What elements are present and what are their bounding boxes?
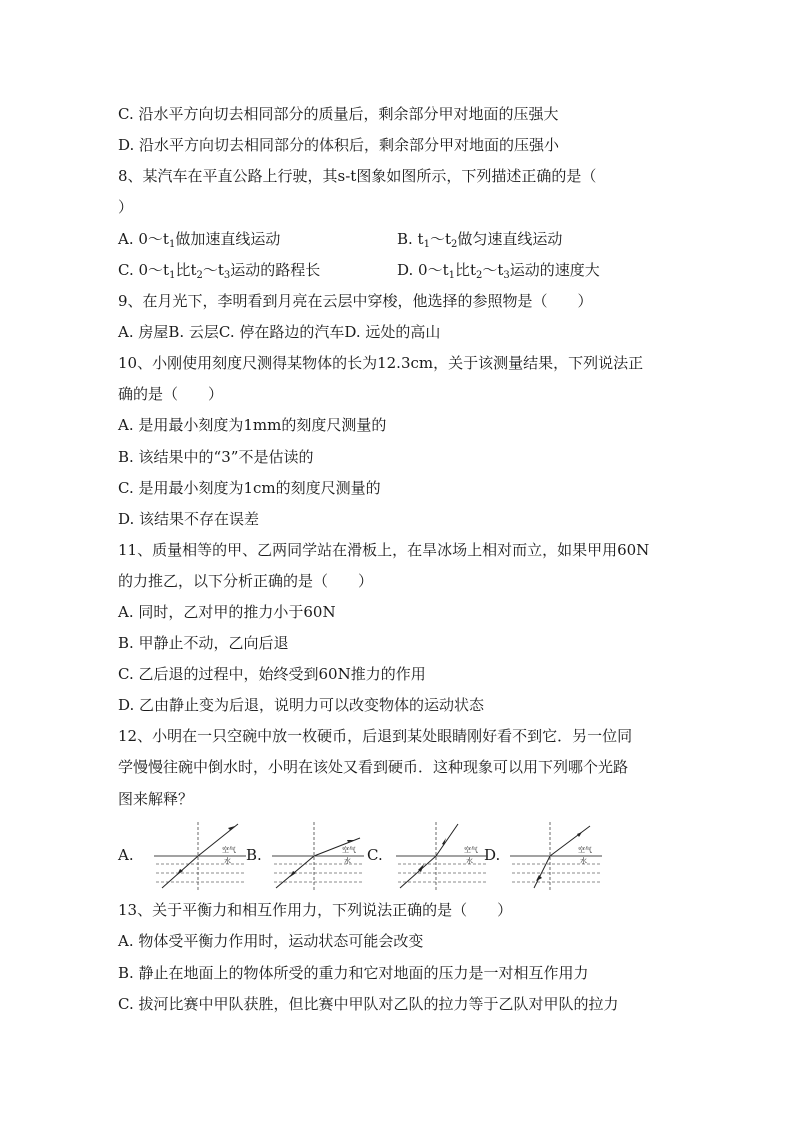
q11-option-b: B. 甲静止不动，乙向后退: [118, 634, 289, 652]
q8-option-c: C. $0\sim t_1$比$t_2\sim t_3$运动的路程长: [118, 261, 321, 281]
q10-option-b: B. 该结果中的“3”不是估读的: [118, 448, 314, 466]
q11-stem: 11、质量相等的甲、乙两同学站在滑板上，在旱冰场上相对而立，如果甲用60N: [118, 541, 650, 559]
q12-figure-d: [506, 820, 606, 892]
q12-stem-cont2: 图来解释？: [118, 790, 194, 808]
air-label: 空气: [222, 846, 236, 854]
air-label: 空气: [342, 846, 356, 854]
water-label: 水: [466, 857, 473, 865]
air-label: 空气: [578, 846, 592, 854]
q11-option-a: A. 同时，乙对甲的推力小于60N: [118, 603, 336, 621]
q13-option-c: C. 拔河比赛中甲队获胜，但比赛中甲队对乙队的拉力等于乙队对甲队的拉力: [118, 995, 619, 1013]
q10-option-c: C. 是用最小刻度为1cm的刻度尺测量的: [118, 479, 381, 497]
q11-stem-cont: 的力推乙，以下分析正确的是（ ）: [118, 572, 374, 590]
q10-stem-cont: 确的是（ ）: [118, 385, 224, 403]
q9-stem: 9、在月光下，李明看到月亮在云层中穿梭，他选择的参照物是（ ）: [118, 292, 593, 310]
q11-option-d: D. 乙由静止变为后退，说明力可以改变物体的运动状态: [118, 696, 485, 714]
q8-option-a: A. $0\sim t_1$做加速直线运动: [118, 230, 281, 250]
water-label: 水: [580, 857, 587, 865]
q12-figure-c: [392, 820, 492, 892]
q8-option-d: D. $0\sim t_1$比$t_2\sim t_3$运动的速度大: [397, 261, 600, 281]
q11-option-c: C. 乙后退的过程中，始终受到60N推力的作用: [118, 665, 426, 683]
q12-figure-a: [150, 820, 250, 892]
q12-label-a: A.: [118, 846, 134, 864]
q12-stem-cont: 学慢慢往碗中倒水时，小明在该处又看到硬币．这种现象可以用下列哪个光路: [118, 758, 629, 776]
q13-option-a: A. 物体受平衡力作用时，运动状态可能会改变: [118, 932, 424, 950]
q12-figure-b: [268, 820, 368, 892]
q8-stem: 8、某汽车在平直公路上行驶，其s-t图象如图所示，下列描述正确的是（: [118, 167, 597, 185]
q10-option-d: D. 该结果不存在误差: [118, 510, 260, 528]
q8-stem-cont: ）: [118, 198, 134, 216]
q10-stem: 10、小刚使用刻度尺测得某物体的长为12.3cm，关于该测量结果，下列说法正: [118, 354, 644, 372]
q13-option-b: B. 静止在地面上的物体所受的重力和它对地面的压力是一对相互作用力: [118, 964, 589, 982]
air-label: 空气: [464, 846, 478, 854]
q12-label-b: B.: [246, 846, 262, 864]
q8-option-b: B. $t_1\sim t_2$做匀速直线运动: [397, 230, 563, 250]
q7-option-c: C. 沿水平方向切去相同部分的质量后，剩余部分甲对地面的压强大: [118, 105, 559, 123]
water-label: 水: [224, 857, 231, 865]
q12-label-d: D.: [484, 846, 501, 864]
q7-option-d: D. 沿水平方向切去相同部分的体积后，剩余部分甲对地面的压强小: [118, 136, 560, 154]
q10-option-a: A. 是用最小刻度为1mm的刻度尺测量的: [118, 416, 387, 434]
q9-options: A. 房屋B. 云层C. 停在路边的汽车D. 远处的高山: [118, 323, 441, 341]
q12-stem: 12、小明在一只空碗中放一枚硬币，后退到某处眼睛刚好看不到它．另一位同: [118, 727, 633, 745]
water-label: 水: [344, 857, 351, 865]
q12-label-c: C.: [367, 846, 383, 864]
q13-stem: 13、关于平衡力和相互作用力，下列说法正确的是（ ）: [118, 901, 513, 919]
